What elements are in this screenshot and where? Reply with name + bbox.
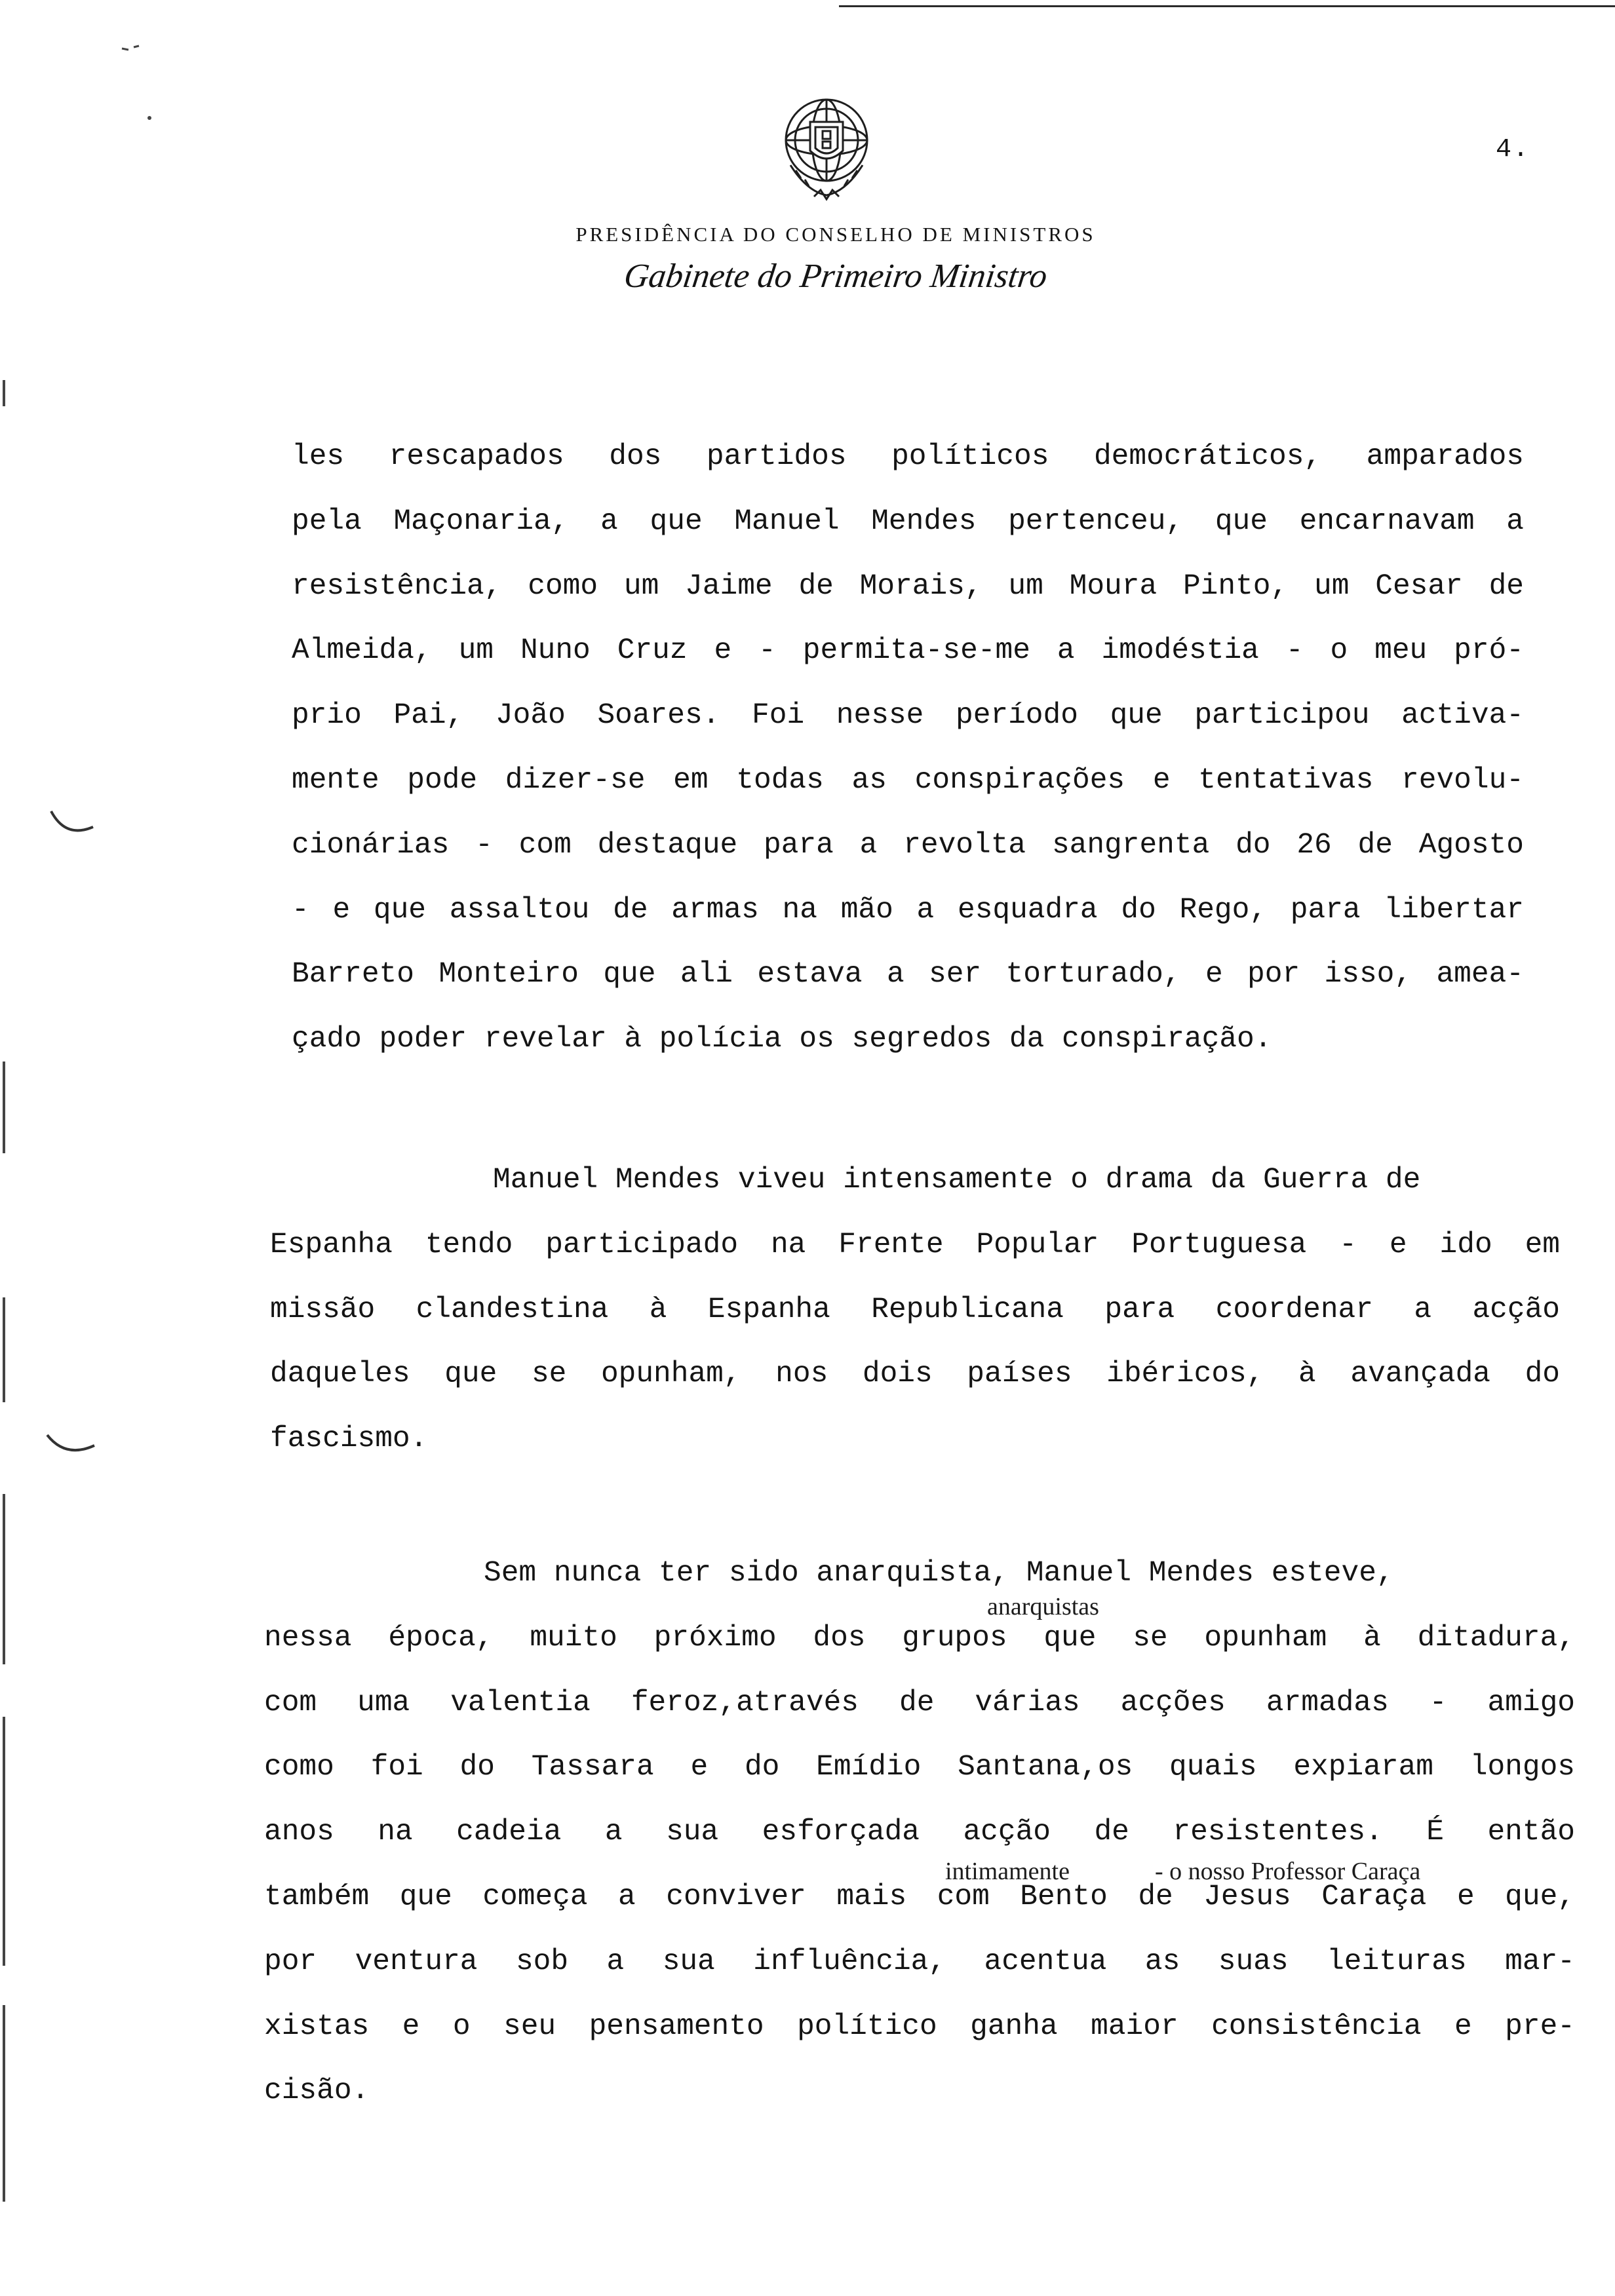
text-line: por ventura sob a sua influência, acentua as suas leituras mar- — [264, 1945, 1575, 1978]
text-line: Espanha tendo participado na Frente Popular Portuguesa - e ido em — [270, 1228, 1560, 1261]
handwritten-insertion: intimamente — [945, 1858, 1070, 1885]
scan-specks — [118, 33, 157, 164]
letterhead-institution: PRESIDÊNCIA DO CONSELHO DE MINISTROS — [575, 223, 1096, 246]
text-line: com uma valentia feroz,através de várias acções armadas - amigo — [264, 1686, 1575, 1719]
text-line: çado poder revelar à polícia os segredos da conspiração. — [292, 1023, 1272, 1056]
text-line: cisão. — [264, 2075, 370, 2108]
top-rule — [839, 5, 1615, 7]
text-line: fascismo. — [270, 1423, 428, 1456]
text-line: pela Maçonaria, a que Manuel Mendes pertenceu, que encarnavam a — [292, 505, 1524, 538]
text-line: como foi do Tassara e do Emídio Santana,os quais expiaram longos — [264, 1751, 1575, 1784]
page-number: 4. — [1496, 135, 1530, 164]
text-line: - e que assaltou de armas na mão a esquadra do Rego, para libertar — [292, 893, 1524, 927]
text-line: Manuel Mendes viveu intensamente o drama da Guerra de — [493, 1164, 1421, 1196]
text-line: Sem nunca ter sido anarquista, Manuel Mendes esteve, — [484, 1557, 1394, 1590]
paragraph-1 — [292, 425, 1524, 1072]
letterhead-cabinet: Gabinete do Primeiro Ministro — [621, 258, 1050, 295]
text-line: Almeida, um Nuno Cruz e - permita-se-me a imodéstia - o meu pró- — [292, 634, 1524, 668]
text-line: daqueles que se opunham, nos dois países ibéricos, à avançada do — [270, 1358, 1560, 1391]
text-line: mente pode dizer-se em todas as conspirações e tentativas revolu- — [292, 763, 1524, 797]
text-line: Barreto Monteiro que ali estava a ser torturado, e por isso, amea- — [292, 958, 1524, 991]
text-line: prio Pai, João Soares. Foi nesse período que participou activa- — [292, 699, 1524, 733]
text-line: nessa época, muito próximo dos grupos que se opunham à ditadura, — [264, 1621, 1575, 1655]
text-line: missão clandestina à Espanha Republicana para coordenar a acção — [270, 1293, 1560, 1326]
paragraph-2 — [270, 1148, 1560, 1472]
text-line: anos na cadeia a sua esforçada acção de resistentes. É então — [264, 1816, 1575, 1849]
text-line: resistência, como um Jaime de Morais, um Moura Pinto, um Cesar de — [292, 569, 1524, 603]
margin-curve-mark — [43, 1428, 98, 1465]
paragraph-3 — [264, 1541, 1575, 2124]
scan-margin-edge — [0, 0, 9, 2296]
text-line: les rescapados dos partidos políticos democráticos, amparados — [292, 440, 1524, 473]
text-line: xistas e o seu pensamento político ganha maior consistência e pre- — [264, 2010, 1575, 2043]
handwritten-insertion: anarquistas — [987, 1593, 1099, 1620]
text-line: cionárias - com destaque para a revolta sangrenta do 26 de Agosto — [292, 828, 1524, 862]
margin-curve-mark — [46, 806, 98, 845]
text-line: também que começa a conviver mais com Bento de Jesus Caraça e que, — [264, 1880, 1575, 1913]
coat-of-arms-icon — [771, 86, 882, 204]
handwritten-insertion: - o nosso Professor Caraça — [1155, 1858, 1421, 1885]
